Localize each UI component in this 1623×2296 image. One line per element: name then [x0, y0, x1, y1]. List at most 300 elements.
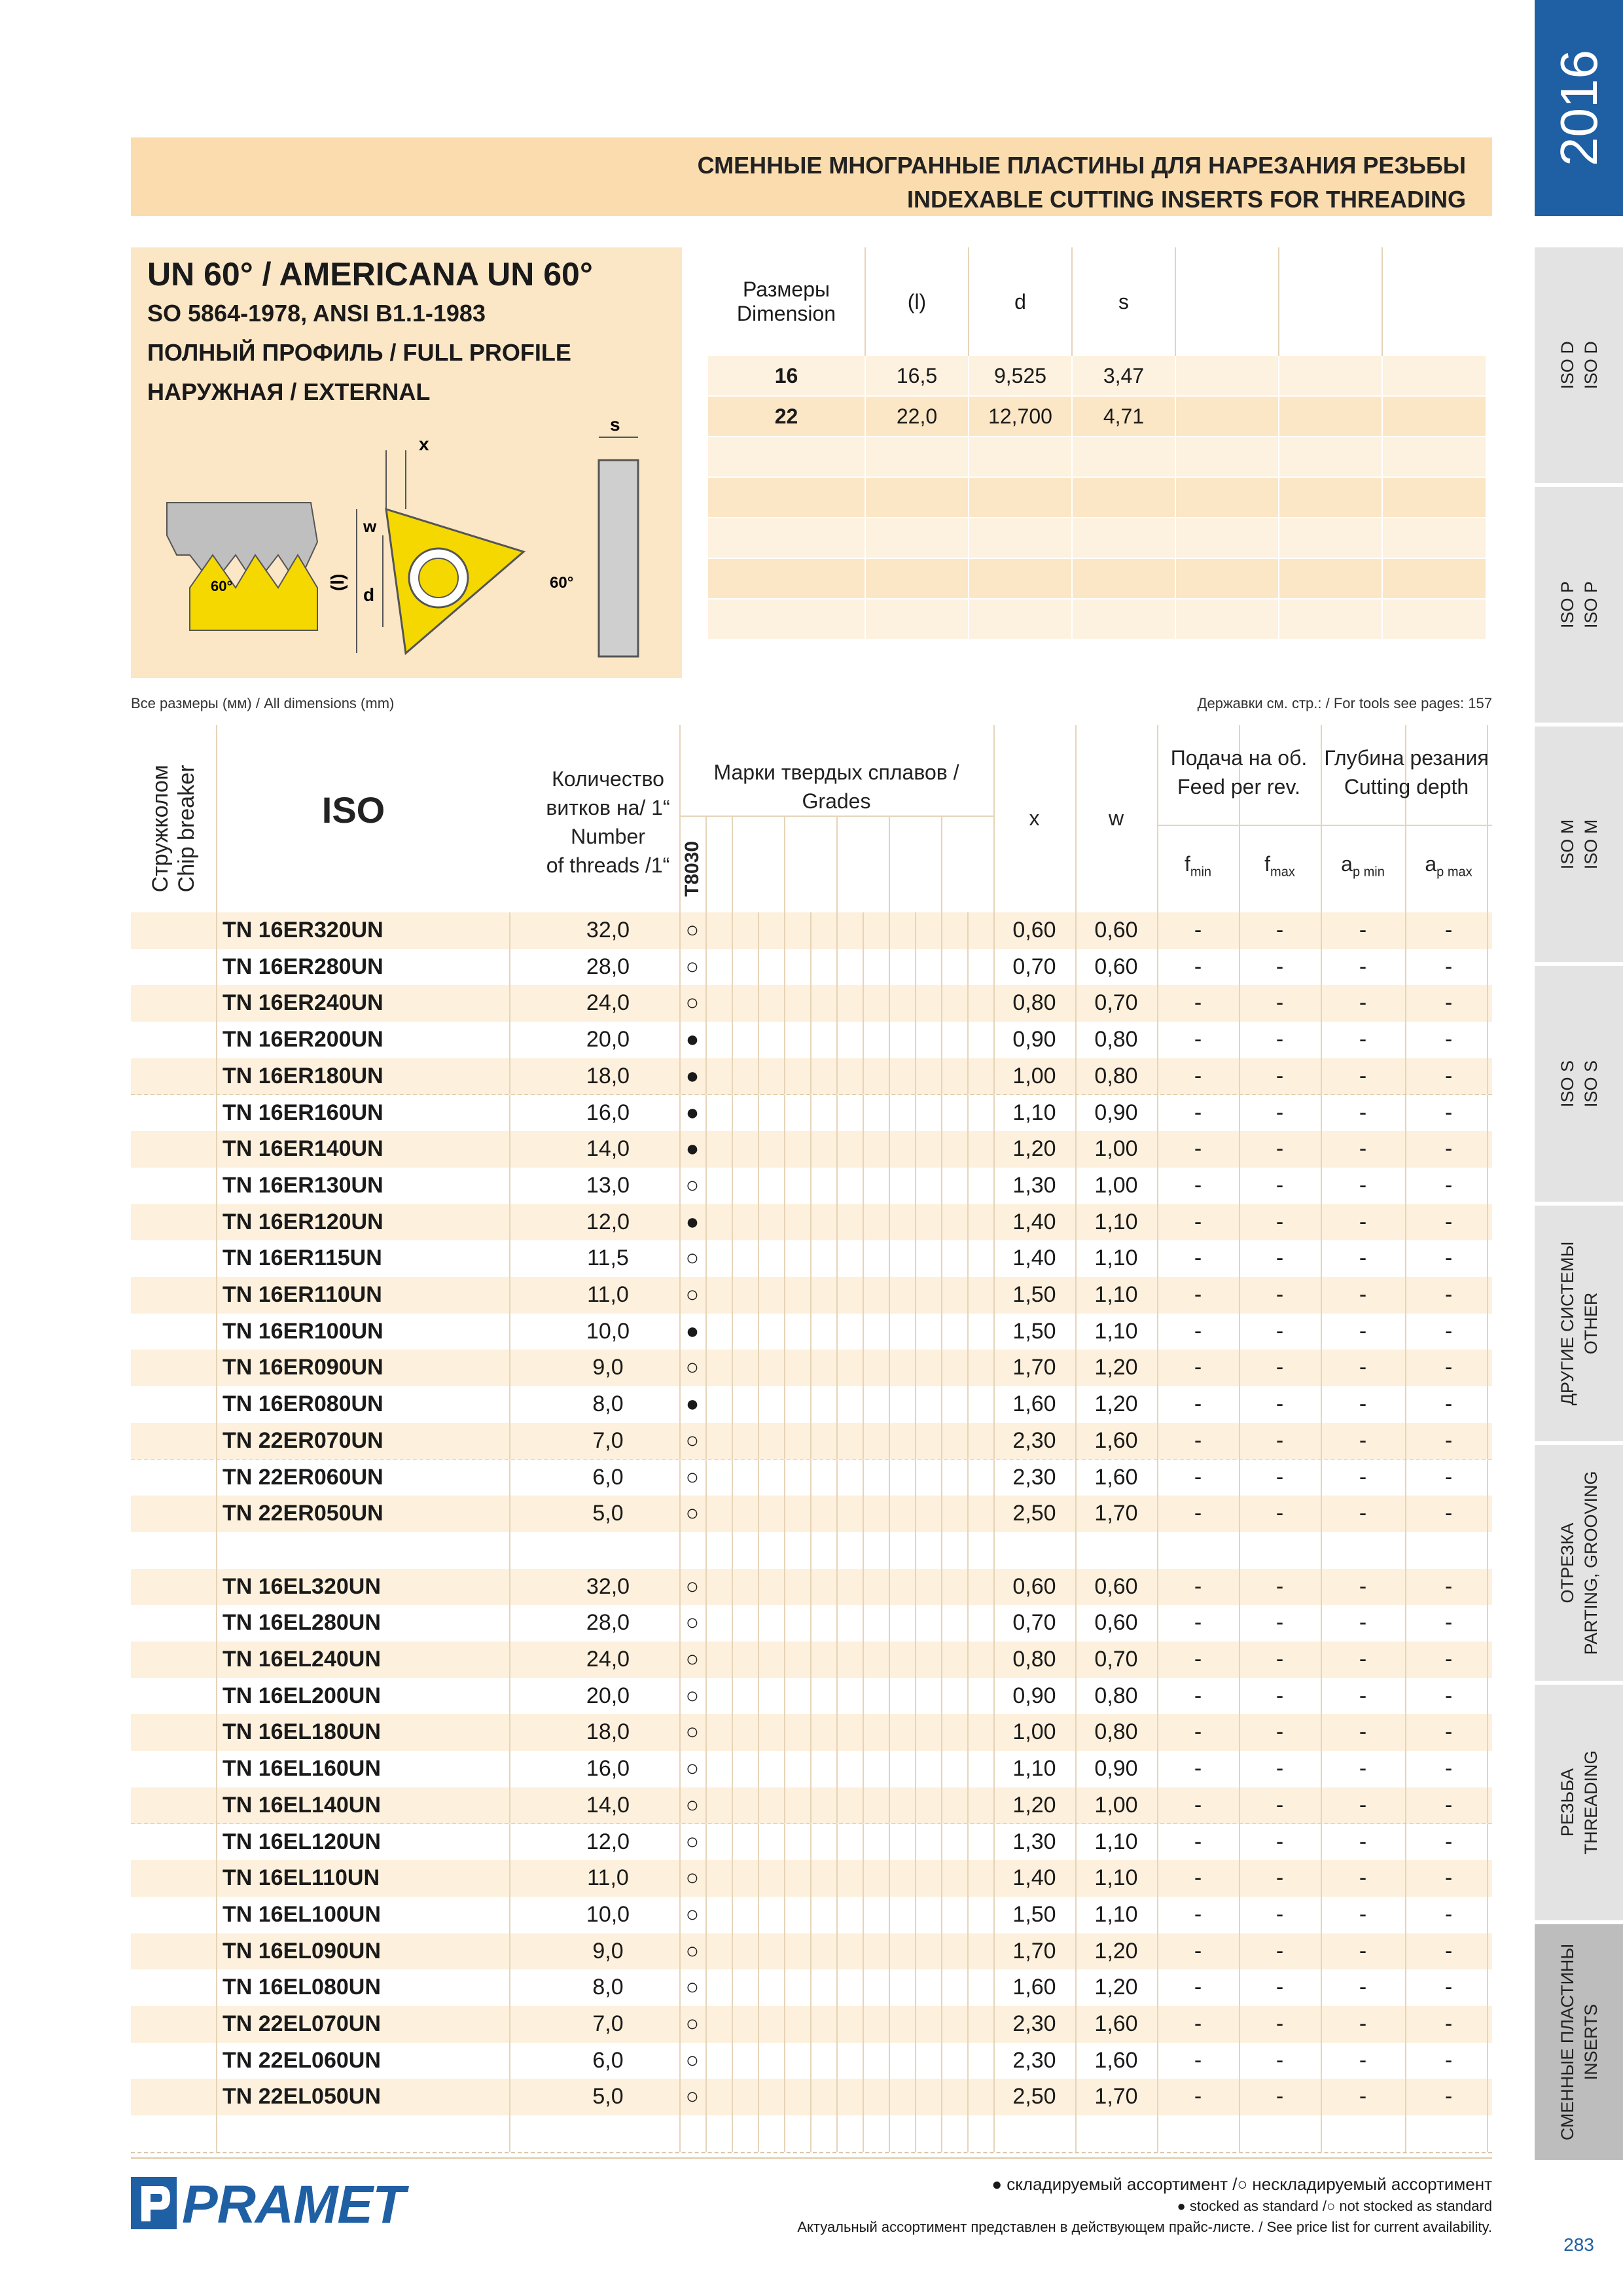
- grade-mark: ●: [685, 1209, 700, 1234]
- grade-t8030: T8030: [681, 840, 703, 897]
- iso-code: TN 22ER070UN: [223, 1427, 383, 1453]
- fmax-value: -: [1275, 1355, 1284, 1380]
- iso-code: TN 16ER180UN: [223, 1063, 383, 1088]
- iso-code: TN 16ER160UN: [223, 1100, 383, 1125]
- apmin-value: -: [1359, 1136, 1367, 1162]
- w-value: 1,10: [1094, 1829, 1138, 1854]
- dim-head-empty: [1382, 247, 1486, 356]
- iso-code: TN 22EL050UN: [223, 2084, 381, 2109]
- tab-iso-p[interactable]: [1535, 487, 1623, 723]
- feed-head-en: Feed per rev.: [1177, 775, 1300, 798]
- apmin-value: -: [1359, 1938, 1367, 1964]
- x-value: 1,20: [1012, 1136, 1056, 1162]
- iso-code: TN 16EL320UN: [223, 1573, 381, 1599]
- iso-code: TN 22ER060UN: [223, 1464, 383, 1490]
- w-value: 0,90: [1094, 1756, 1138, 1782]
- grade-mark: ○: [685, 918, 700, 942]
- grade-mark: ●: [685, 1027, 700, 1052]
- threads-count: 28,0: [586, 954, 630, 979]
- threads-count: 28,0: [586, 1610, 630, 1636]
- x-value: 1,20: [1012, 1792, 1056, 1818]
- iso-code: TN 16ER080UN: [223, 1391, 383, 1417]
- fmin-value: -: [1194, 1792, 1202, 1818]
- availability-note: Актуальный ассортимент представлен в действующем прайс-листе. / See price list for current availability.: [797, 2219, 1492, 2235]
- dim-head-l: (l): [865, 247, 969, 356]
- threads-count: 8,0: [592, 1391, 624, 1417]
- fmax-value: -: [1275, 2011, 1284, 2036]
- threads-head-1: Количество: [552, 767, 664, 791]
- fmin-value: -: [1194, 1938, 1202, 1964]
- x-value: 1,10: [1012, 1100, 1056, 1125]
- fmin-value: -: [1194, 1647, 1202, 1672]
- x-value: 1,40: [1012, 1246, 1056, 1271]
- iso-code: TN 16EL160UN: [223, 1756, 381, 1782]
- dim-size: 22: [708, 396, 865, 437]
- fmin-value: -: [1194, 1355, 1202, 1380]
- grade-mark: ○: [685, 1975, 700, 2000]
- grade-mark: ○: [685, 2011, 700, 2036]
- d-label: d: [363, 584, 375, 605]
- iso-code: TN 16EL090UN: [223, 1938, 381, 1964]
- apmin-sub: p min: [1352, 865, 1385, 880]
- grade-mark: ○: [685, 1501, 700, 1526]
- iso-code: TN 16EL120UN: [223, 1829, 381, 1854]
- apmin-value: -: [1359, 1647, 1367, 1672]
- x-value: 2,50: [1012, 2084, 1056, 2109]
- fmin-value: -: [1194, 1427, 1202, 1453]
- threads-count: 20,0: [586, 1027, 630, 1052]
- w-value: 1,10: [1094, 1246, 1138, 1271]
- table-row: [131, 1460, 1492, 1498]
- w-value: 1,70: [1094, 2084, 1138, 2109]
- threads-count: 11,5: [587, 1246, 629, 1271]
- table-row: [131, 1641, 1492, 1679]
- apmax-value: -: [1444, 1391, 1453, 1417]
- apmax-value: -: [1444, 1792, 1453, 1818]
- apmax-value: -: [1444, 1938, 1453, 1964]
- w-value: 1,10: [1094, 1282, 1138, 1307]
- tab-label: РЕЗЬБА: [1557, 1768, 1577, 1837]
- tab-label: ISO P: [1580, 581, 1601, 629]
- w-value: 0,80: [1094, 1719, 1138, 1745]
- apmax-value: -: [1444, 954, 1453, 979]
- fmax-value: -: [1275, 1501, 1284, 1526]
- apmin-value: -: [1359, 954, 1367, 979]
- tab-label: ISO P: [1557, 581, 1577, 629]
- grade-mark: ●: [685, 1318, 700, 1344]
- grade-mark: ○: [685, 990, 700, 1016]
- legend-en: ● stocked as standard /○ not stocked as standard: [1177, 2198, 1492, 2214]
- apmax-value: -: [1444, 2011, 1453, 2036]
- w-value: 1,00: [1094, 1792, 1138, 1818]
- table-row: [131, 1022, 1492, 1060]
- x-value: 1,30: [1012, 1172, 1056, 1198]
- grade-mark: ○: [685, 1829, 700, 1854]
- fmin-value: -: [1194, 918, 1202, 942]
- tab-label: ISO S: [1557, 1060, 1577, 1108]
- tab-label: OTHER: [1580, 1292, 1601, 1355]
- pramet-brand: PRAMET: [182, 2175, 405, 2234]
- tab-label: INSERTS: [1580, 2003, 1601, 2081]
- chip-breaker-en: Chip breaker: [174, 764, 199, 893]
- threads-head-2: витков на/ 1“: [546, 796, 670, 819]
- iso-code: TN 22EL070UN: [223, 2011, 381, 2036]
- x-value: 1,10: [1012, 1756, 1056, 1782]
- apmin-value: -: [1359, 1975, 1367, 2000]
- fmin-value: -: [1194, 1829, 1202, 1854]
- grade-mark: ○: [685, 1647, 700, 1672]
- apmin-value: -: [1359, 1464, 1367, 1490]
- iso-code: TN 16EL080UN: [223, 1975, 381, 2000]
- iso-code: TN 16ER140UN: [223, 1136, 383, 1162]
- tab-threading[interactable]: [1535, 1685, 1623, 1920]
- s-label: s: [610, 414, 620, 435]
- threads-count: 16,0: [586, 1756, 630, 1782]
- year-label: 2016: [1549, 50, 1608, 166]
- fmin-value: -: [1194, 1464, 1202, 1490]
- iso-code: TN 16EL240UN: [223, 1647, 381, 1672]
- dim-s: 3,47: [1072, 356, 1175, 396]
- fmax-value: -: [1275, 1901, 1284, 1927]
- apmax-value: -: [1444, 1901, 1453, 1927]
- x-value: 2,30: [1012, 2047, 1056, 2073]
- fmin-value: -: [1194, 1172, 1202, 1198]
- table-row: [131, 1350, 1492, 1388]
- table-row: [131, 1277, 1492, 1315]
- x-value: 1,60: [1012, 1391, 1056, 1417]
- x-value: 2,30: [1012, 1464, 1056, 1490]
- x-value: 0,70: [1012, 954, 1056, 979]
- apmin-value: -: [1359, 1829, 1367, 1854]
- apmin-head: [1321, 850, 1405, 886]
- table-row: [131, 1532, 1492, 1570]
- fmin-value: -: [1194, 1391, 1202, 1417]
- fmin-value: -: [1194, 1136, 1202, 1162]
- w-value: 0,80: [1094, 1027, 1138, 1052]
- w-value: 0,80: [1094, 1683, 1138, 1708]
- apmin-value: -: [1359, 1063, 1367, 1088]
- iso-code: TN 16ER100UN: [223, 1318, 383, 1344]
- fmax-value: -: [1275, 1573, 1284, 1599]
- threads-count: 6,0: [592, 2047, 624, 2073]
- fmin-sym: f: [1184, 852, 1190, 876]
- grade-mark: ○: [685, 1172, 700, 1198]
- tools-note: Державки см. стр.: / For tools see pages: 157: [1197, 695, 1492, 711]
- threads-count: 5,0: [592, 1501, 624, 1526]
- table-row: [131, 1678, 1492, 1716]
- iso-head: ISO: [321, 789, 385, 831]
- w-value: 1,20: [1094, 1975, 1138, 2000]
- grade-mark: ○: [685, 1282, 700, 1307]
- threads-count: 32,0: [586, 918, 630, 942]
- w-value: 1,20: [1094, 1355, 1138, 1380]
- threads-head-4: of threads /1“: [546, 853, 670, 877]
- grade-mark: ●: [685, 1391, 700, 1417]
- fmin-value: -: [1194, 1318, 1202, 1344]
- table-row: [131, 1386, 1492, 1424]
- fmax-value: -: [1275, 1172, 1284, 1198]
- fmax-value: -: [1275, 2047, 1284, 2073]
- x-value: 0,90: [1012, 1683, 1056, 1708]
- header-title-ru: СМЕННЫЕ МНОГРАННЫЕ ПЛАСТИНЫ ДЛЯ НАРЕЗАНИЯ РЕЗЬБЫ: [697, 152, 1466, 179]
- grade-mark: ○: [685, 1355, 700, 1380]
- table-row: [131, 1240, 1492, 1278]
- apmin-value: -: [1359, 1355, 1367, 1380]
- chip-breaker-head: [147, 734, 200, 924]
- threads-head-3: Number: [571, 825, 645, 848]
- dim-head-d: d: [969, 247, 1072, 356]
- threads-count: 8,0: [592, 1975, 624, 2000]
- threads-count: 11,0: [587, 1282, 629, 1307]
- depth-head: [1321, 744, 1492, 801]
- fmin-value: -: [1194, 1865, 1202, 1891]
- apmax-value: -: [1444, 1027, 1453, 1052]
- apmin-value: -: [1359, 1246, 1367, 1271]
- apmax-value: -: [1444, 1647, 1453, 1672]
- dim-d: 9,525: [969, 356, 1072, 396]
- apmin-value: -: [1359, 1172, 1367, 1198]
- tab-iso-s[interactable]: [1535, 966, 1623, 1202]
- fmin-value: -: [1194, 1100, 1202, 1125]
- w-label: w: [363, 516, 377, 536]
- fmax-value: -: [1275, 1063, 1284, 1088]
- w-value: 0,60: [1094, 1573, 1138, 1599]
- iso-code: TN 16ER110UN: [223, 1282, 382, 1307]
- fmax-value: -: [1275, 954, 1284, 979]
- tab-parting[interactable]: [1535, 1445, 1623, 1681]
- chip-breaker-ru: Стружколом: [148, 764, 173, 893]
- fmin-value: -: [1194, 954, 1202, 979]
- apmax-value: -: [1444, 1355, 1453, 1380]
- apmax-value: -: [1444, 1756, 1453, 1782]
- angle-label-1: 60°: [211, 578, 233, 594]
- x-value: 1,50: [1012, 1282, 1056, 1307]
- apmin-value: -: [1359, 1501, 1367, 1526]
- x-value: 0,80: [1012, 990, 1056, 1016]
- grade-mark: ○: [685, 2084, 700, 2109]
- table-row: [131, 2079, 1492, 2117]
- dims-note: Все размеры (мм) / All dimensions (mm): [131, 695, 395, 711]
- x-value: 1,70: [1012, 1938, 1056, 1964]
- apmin-value: -: [1359, 1792, 1367, 1818]
- tab-iso-m[interactable]: [1535, 726, 1623, 962]
- w-value: 0,90: [1094, 1100, 1138, 1125]
- dim-l: 16,5: [865, 356, 969, 396]
- threads-count: 24,0: [586, 990, 630, 1016]
- w-head: w: [1108, 806, 1124, 830]
- x-value: 1,60: [1012, 1975, 1056, 2000]
- w-value: 1,00: [1094, 1136, 1138, 1162]
- x-value: 1,40: [1012, 1209, 1056, 1234]
- table-row: [131, 1496, 1492, 1534]
- x-value: 0,60: [1012, 918, 1056, 942]
- angle-label-2: 60°: [550, 574, 574, 592]
- x-value: 0,60: [1012, 1573, 1056, 1599]
- table-row: [131, 1824, 1492, 1862]
- apmin-value: -: [1359, 1683, 1367, 1708]
- apmax-value: -: [1444, 1427, 1453, 1453]
- w-value: 1,20: [1094, 1391, 1138, 1417]
- apmin-value: -: [1359, 1865, 1367, 1891]
- fmin-value: -: [1194, 1610, 1202, 1636]
- tab-iso-d[interactable]: [1535, 247, 1623, 483]
- iso-code: TN 16ER200UN: [223, 1027, 383, 1052]
- grade-mark: ●: [685, 1136, 700, 1162]
- fmax-value: -: [1275, 1100, 1284, 1125]
- fmin-value: -: [1194, 1719, 1202, 1745]
- grade-mark: ●: [685, 1063, 700, 1088]
- dim-d: 12,700: [969, 396, 1072, 437]
- table-row: [131, 1860, 1492, 1898]
- iso-code: TN 22EL060UN: [223, 2047, 381, 2073]
- x-value: 1,30: [1012, 1829, 1056, 1854]
- iso-code: TN 16EL140UN: [223, 1792, 381, 1818]
- table-row: [131, 985, 1492, 1023]
- insert-hole-inner: [419, 558, 458, 598]
- apmax-value: -: [1444, 918, 1453, 942]
- apmin-value: -: [1359, 2084, 1367, 2109]
- fmax-value: -: [1275, 1282, 1284, 1307]
- legend-ru: ● складируемый ассортимент /○ нескладируемый ассортимент: [991, 2174, 1492, 2194]
- grade-mark: ○: [685, 1683, 700, 1708]
- apmax-value: -: [1444, 1282, 1453, 1307]
- insert-side-view: [599, 460, 638, 656]
- apmax-sub: p max: [1436, 865, 1472, 880]
- w-value: 1,00: [1094, 1172, 1138, 1198]
- fmin-value: -: [1194, 1063, 1202, 1088]
- grade-mark: ○: [685, 1246, 700, 1271]
- x-head: x: [1029, 806, 1040, 830]
- apmax-value: -: [1444, 1975, 1453, 2000]
- apmax-value: -: [1444, 1683, 1453, 1708]
- fmin-value: -: [1194, 2011, 1202, 2036]
- table-row: [131, 1095, 1492, 1133]
- apmin-value: -: [1359, 1719, 1367, 1745]
- grade-mark: ○: [685, 1756, 700, 1782]
- fmax-value: -: [1275, 990, 1284, 1016]
- table-row: [131, 1605, 1492, 1643]
- threads-count: 32,0: [586, 1573, 630, 1599]
- iso-code: TN 16ER130UN: [223, 1172, 383, 1198]
- iso-code: TN 16EL200UN: [223, 1683, 381, 1708]
- l-label: (l): [327, 573, 348, 591]
- fmin-value: -: [1194, 990, 1202, 1016]
- table-row: [131, 2115, 1492, 2153]
- x-value: 0,90: [1012, 1027, 1056, 1052]
- dim-s: 4,71: [1072, 396, 1175, 437]
- fmax-value: -: [1275, 1975, 1284, 2000]
- threads-count: 6,0: [592, 1464, 624, 1490]
- tab-other[interactable]: [1535, 1206, 1623, 1441]
- dim-head-en: Dimension: [736, 302, 836, 325]
- fmin-value: -: [1194, 1975, 1202, 2000]
- table-row: [131, 1787, 1492, 1825]
- fmin-head: [1157, 850, 1239, 886]
- x-value: 1,00: [1012, 1063, 1056, 1088]
- fmin-value: -: [1194, 1282, 1202, 1307]
- depth-head-ru: Глубина резания: [1324, 746, 1489, 770]
- fmax-value: -: [1275, 1610, 1284, 1636]
- iso-code: TN 16ER280UN: [223, 954, 383, 979]
- w-value: 1,60: [1094, 2047, 1138, 2073]
- apmin-value: -: [1359, 1391, 1367, 1417]
- insert-drawing: [131, 411, 682, 678]
- threads-count: 13,0: [586, 1172, 630, 1198]
- table-row: [131, 1168, 1492, 1206]
- w-value: 0,60: [1094, 954, 1138, 979]
- dimension-table: [708, 247, 1486, 640]
- profile-external: НАРУЖНАЯ / EXTERNAL: [147, 378, 431, 405]
- apmin-value: -: [1359, 1027, 1367, 1052]
- apmin-value: -: [1359, 2047, 1367, 2073]
- iso-code: TN 16EL100UN: [223, 1901, 381, 1927]
- fmin-value: -: [1194, 2084, 1202, 2109]
- w-value: 1,60: [1094, 1427, 1138, 1453]
- fmax-value: -: [1275, 1792, 1284, 1818]
- dim-size: 16: [708, 356, 865, 396]
- grade-mark: ○: [685, 954, 700, 979]
- apmax-value: -: [1444, 1246, 1453, 1271]
- pramet-logo-icon: [131, 2177, 177, 2229]
- threads-count: 9,0: [592, 1938, 624, 1964]
- apmin-value: -: [1359, 1318, 1367, 1344]
- threads-count: 12,0: [586, 1209, 630, 1234]
- threads-count: 16,0: [586, 1100, 630, 1125]
- apmin-value: -: [1359, 1610, 1367, 1636]
- tab-label: ISO D: [1580, 341, 1601, 389]
- apmax-value: -: [1444, 1610, 1453, 1636]
- fmax-sym: f: [1264, 852, 1271, 876]
- threads-count: 18,0: [586, 1063, 630, 1088]
- table-row: [131, 1714, 1492, 1752]
- apmax-value: -: [1444, 1209, 1453, 1234]
- w-value: 1,60: [1094, 2011, 1138, 2036]
- threads-count: 24,0: [586, 1647, 630, 1672]
- pramet-logo: [131, 2174, 406, 2233]
- fmax-value: -: [1275, 918, 1284, 942]
- table-row: [131, 1131, 1492, 1169]
- threads-count: 10,0: [586, 1318, 630, 1344]
- threads-count: 18,0: [586, 1719, 630, 1745]
- apmax-value: -: [1444, 990, 1453, 1016]
- apmin-value: -: [1359, 1756, 1367, 1782]
- fmin-value: -: [1194, 1901, 1202, 1927]
- page-number: 283: [1563, 2234, 1594, 2255]
- x-value: 1,00: [1012, 1719, 1056, 1745]
- w-value: 1,10: [1094, 1901, 1138, 1927]
- grade-mark: ○: [685, 1938, 700, 1964]
- fmax-value: -: [1275, 2084, 1284, 2109]
- apmin-value: -: [1359, 1282, 1367, 1307]
- grade-mark: ○: [685, 1865, 700, 1891]
- tab-label: ОТРЕЗКА: [1557, 1522, 1577, 1604]
- fmax-value: -: [1275, 1209, 1284, 1234]
- fmax-value: -: [1275, 1719, 1284, 1745]
- fmax-value: -: [1275, 1756, 1284, 1782]
- table-row: [131, 2006, 1492, 2044]
- dim-head-empty: [1279, 247, 1382, 356]
- w-value: 1,60: [1094, 1464, 1138, 1490]
- year-tab: [1535, 0, 1623, 216]
- iso-code: TN 16ER115UN: [223, 1246, 382, 1271]
- grade-mark: ○: [685, 1610, 700, 1636]
- apmin-value: -: [1359, 1209, 1367, 1234]
- main-table-header: [131, 725, 1492, 912]
- table-row: [131, 1569, 1492, 1607]
- tab-inserts[interactable]: [1535, 1924, 1623, 2160]
- grade-mark: ○: [685, 1792, 700, 1818]
- x-value: 2,50: [1012, 1501, 1056, 1526]
